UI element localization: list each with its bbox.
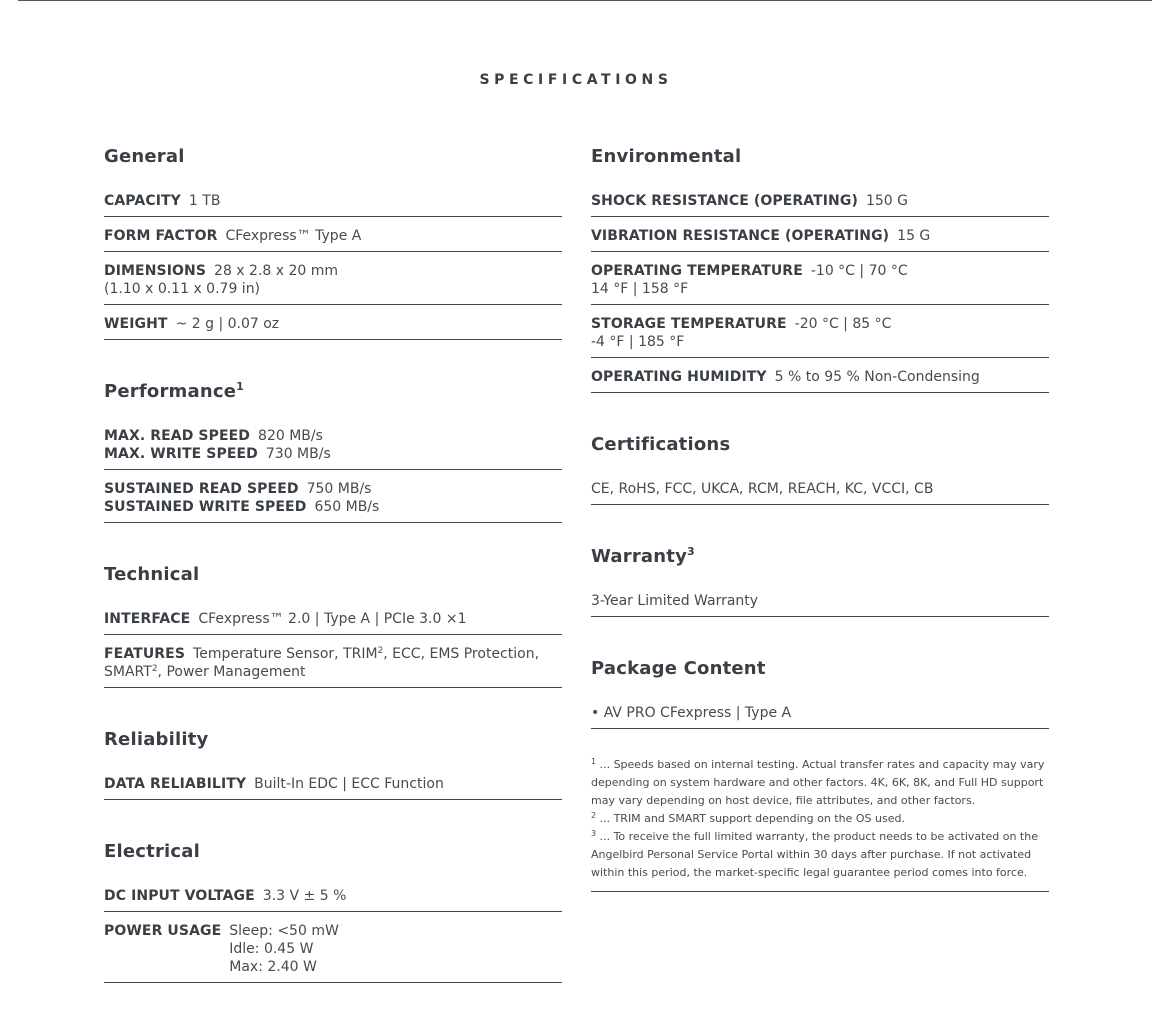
section-technical — [104, 563, 562, 688]
spec-value: 15 G — [897, 228, 931, 244]
spec-label: MAX. READ SPEED — [104, 428, 251, 444]
spec-row-features — [104, 641, 562, 688]
footnote-ref: 1 — [236, 380, 245, 393]
section-heading-performance — [104, 380, 562, 404]
top-divider — [18, 0, 1152, 1]
spec-value: • AV PRO CFexpress | Type A — [591, 705, 792, 721]
spec-value: Max: 2.40 W — [229, 959, 317, 975]
section-heading-environmental: Environmental — [591, 146, 742, 167]
spec-label: SUSTAINED READ SPEED — [104, 481, 299, 497]
spec-label: SUSTAINED WRITE SPEED — [104, 499, 307, 515]
footnote-marker: 2 — [591, 811, 597, 820]
footnotes — [591, 756, 1049, 892]
spec-line — [104, 480, 562, 498]
footnote-text: ... To receive the full limited warranty, the product needs to be activated on the Angelbird Personal Service Portal within 30 days after purchase. If not activated within this period, the market-specific legal guarantee period comes into force. — [591, 830, 1038, 879]
spec-value-imperial: (1.10 x 0.11 x 0.79 in) — [104, 281, 261, 297]
left-column — [104, 145, 562, 1023]
spec-row-dc-input — [104, 883, 562, 912]
spec-line — [104, 498, 562, 516]
spec-value-group — [229, 922, 339, 976]
spec-row-dimensions — [104, 258, 562, 305]
spec-value: Built-In EDC | ECC Function — [254, 776, 444, 792]
spec-row-max-speed — [104, 423, 562, 470]
footnote-text: ... Speeds based on internal testing. Actual transfer rates and capacity may vary depending on system hardware and other factors. 4K, 6K, 8K, and Full HD support may vary depending on host device, file attributes, and other factors. — [591, 758, 1045, 807]
spec-label: STORAGE TEMPERATURE — [591, 316, 787, 332]
spec-line — [104, 427, 562, 445]
spec-row-humidity — [591, 364, 1049, 393]
spec-row-form-factor — [104, 223, 562, 252]
section-heading-package-content: Package Content — [591, 658, 766, 679]
spec-row-data-reliability — [104, 771, 562, 800]
spec-value: -20 °C | 85 °C — [794, 316, 892, 332]
spec-value: Sleep: <50 mW — [229, 923, 339, 939]
spec-row-power-usage — [104, 918, 562, 983]
spec-value: CE, RoHS, FCC, UKCA, RCM, REACH, KC, VCCI, CB — [591, 481, 934, 497]
spec-value: , Power Management — [157, 664, 306, 680]
section-heading-reliability: Reliability — [104, 729, 209, 750]
footnote-marker: 3 — [591, 829, 597, 838]
footnote-ref: 2 — [377, 646, 384, 656]
spec-value: 3-Year Limited Warranty — [591, 593, 759, 609]
section-environmental — [591, 145, 1049, 393]
heading-text: Performance — [104, 381, 237, 402]
spec-row-storage-temp — [591, 311, 1049, 358]
spec-row-package — [591, 700, 1049, 729]
spec-label: DC INPUT VOLTAGE — [104, 888, 255, 904]
spec-value: SMART — [104, 664, 152, 680]
footnote-2 — [591, 810, 1049, 828]
spec-label: CAPACITY — [104, 193, 181, 209]
spec-label: OPERATING TEMPERATURE — [591, 263, 803, 279]
spec-row-sustained-speed — [104, 476, 562, 523]
spec-value: -10 °C | 70 °C — [810, 263, 908, 279]
spec-value: 28 x 2.8 x 20 mm — [214, 263, 339, 279]
section-performance — [104, 380, 562, 523]
spec-row-shock — [591, 188, 1049, 217]
section-reliability — [104, 728, 562, 800]
spec-value: , ECC, EMS Protection, — [383, 646, 540, 662]
footnote-1 — [591, 756, 1049, 810]
section-heading-warranty — [591, 545, 1049, 569]
spec-label: VIBRATION RESISTANCE (OPERATING) — [591, 228, 890, 244]
spec-value: 650 MB/s — [314, 499, 380, 515]
section-warranty — [591, 545, 1049, 617]
spec-row-interface — [104, 606, 562, 635]
spec-value: 820 MB/s — [258, 428, 323, 444]
spec-value: 1 TB — [188, 193, 221, 209]
spec-label: DIMENSIONS — [104, 263, 207, 279]
page-title: SPECIFICATIONS — [479, 72, 673, 88]
spec-value: Idle: 0.45 W — [229, 941, 314, 957]
footnote-ref: 2 — [151, 664, 158, 674]
footnote-marker: 1 — [591, 757, 597, 766]
spec-line — [104, 663, 562, 681]
spec-value: CFexpress™ 2.0 | Type A | PCIe 3.0 ×1 — [198, 611, 467, 627]
spec-value: Temperature Sensor, TRIM — [193, 646, 378, 662]
spec-value: 750 MB/s — [306, 481, 372, 497]
section-heading-electrical: Electrical — [104, 841, 200, 862]
section-heading-general: General — [104, 146, 185, 167]
spec-label: FEATURES — [104, 646, 186, 662]
spec-value: ~ 2 g | 0.07 oz — [175, 316, 280, 332]
spec-label: INTERFACE — [104, 611, 191, 627]
spec-label: POWER USAGE — [104, 923, 222, 939]
spec-row-warranty — [591, 588, 1049, 617]
spec-row-certifications — [591, 476, 1049, 505]
footnote-ref: 3 — [687, 545, 695, 558]
spec-value: 730 MB/s — [265, 446, 331, 462]
section-package-content — [591, 657, 1049, 729]
spec-label: FORM FACTOR — [104, 228, 218, 244]
footnote-text: ... TRIM and SMART support depending on the OS used. — [596, 812, 905, 825]
heading-text: Warranty — [591, 546, 688, 567]
spec-label: OPERATING HUMIDITY — [591, 369, 767, 385]
spec-row-capacity — [104, 188, 562, 217]
spec-value: 3.3 V ± 5 % — [262, 888, 347, 904]
spec-value-imperial: -4 °F | 185 °F — [591, 334, 685, 350]
spec-row-weight — [104, 311, 562, 340]
section-general — [104, 145, 562, 340]
footnote-3 — [591, 828, 1049, 882]
spec-value: 5 % to 95 % Non-Condensing — [774, 369, 980, 385]
section-heading-certifications: Certifications — [591, 434, 731, 455]
spec-value: 150 G — [865, 193, 908, 209]
spec-label: DATA RELIABILITY — [104, 776, 247, 792]
spec-label: WEIGHT — [104, 316, 168, 332]
spec-row-vibration — [591, 223, 1049, 252]
section-certifications — [591, 433, 1049, 505]
spec-label: MAX. WRITE SPEED — [104, 446, 258, 462]
spec-row-operating-temp — [591, 258, 1049, 305]
right-column — [591, 145, 1049, 892]
section-heading-technical: Technical — [104, 564, 200, 585]
section-electrical — [104, 840, 562, 983]
spec-value-imperial: 14 °F | 158 °F — [591, 281, 689, 297]
spec-value: CFexpress™ Type A — [225, 228, 362, 244]
spec-label: SHOCK RESISTANCE (OPERATING) — [591, 193, 858, 209]
spec-line — [104, 445, 562, 463]
